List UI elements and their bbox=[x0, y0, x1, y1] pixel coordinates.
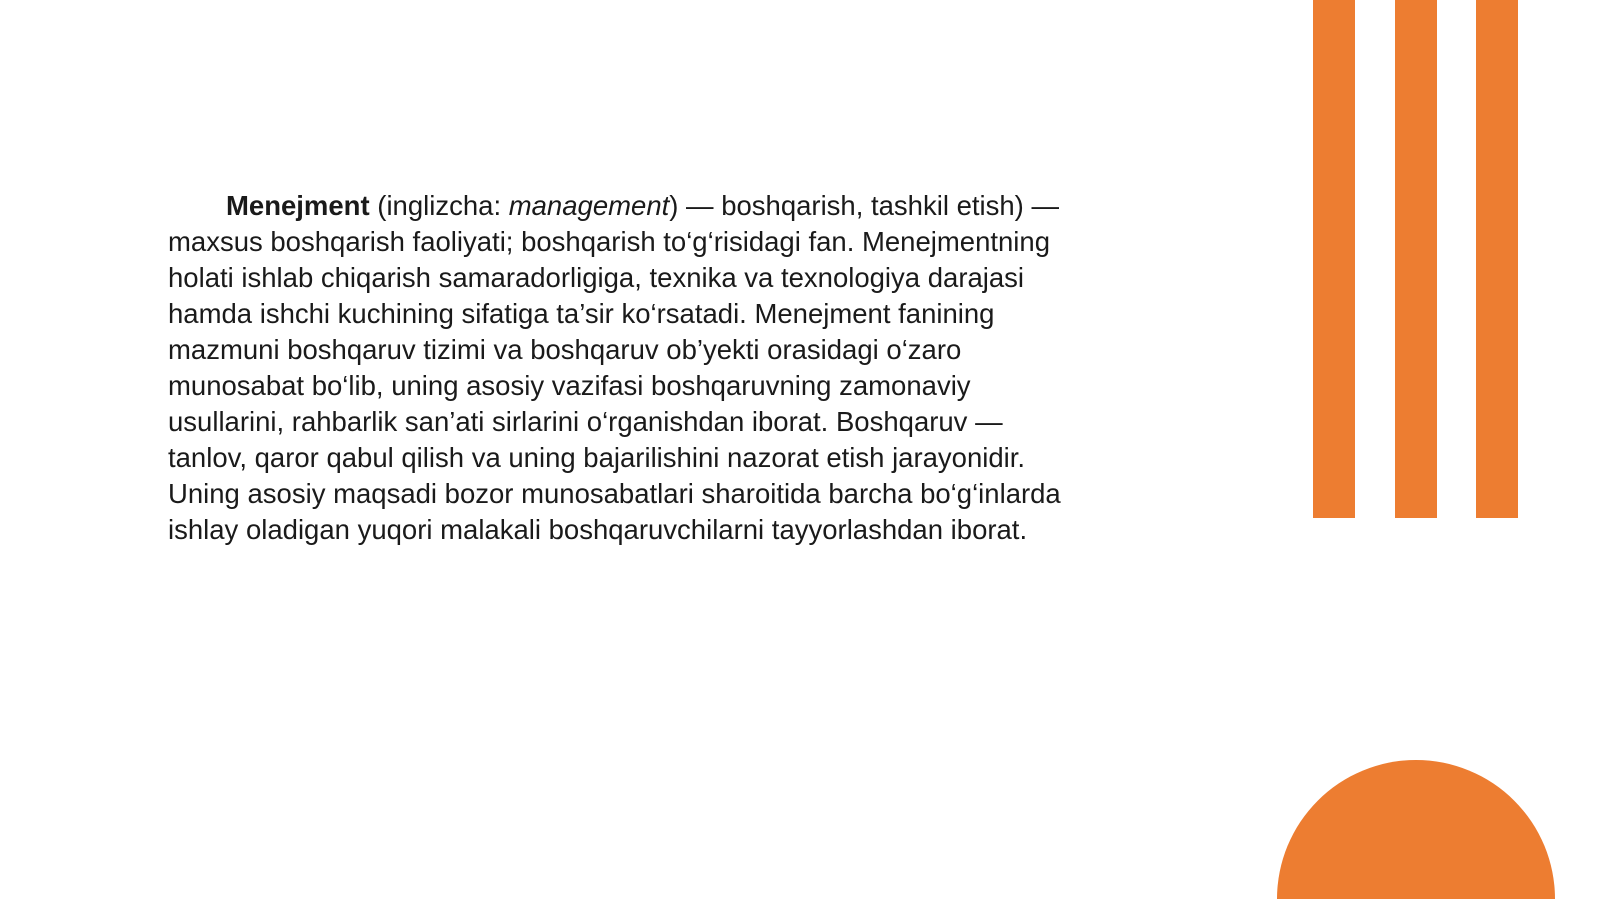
term-bold: Menejment bbox=[226, 190, 370, 221]
paren-open: (inglizcha: bbox=[369, 190, 509, 221]
decorative-stripe-1 bbox=[1313, 0, 1355, 518]
decorative-half-circle bbox=[1277, 760, 1555, 899]
definition-body: ) — boshqarish, tashkil etish) — maxsus boshqarish faoliyati; boshqarish to‘g‘risidagi fan. Menejmentning holati ishlab chiqarish samaradorligiga, texnika va texnologiya darajasi hamda ishchi kuchining sifatiga ta’sir ko‘rsatadi. Menejment fanining mazmuni boshqaruv tizimi va boshqaruv ob’yekti orasidagi o‘zaro munosabat bo‘lib, uning asosiy vazifasi boshqaruvning zamonaviy usullarini, rahbarlik san’ati sirlarini o‘rganishdan iborat. Boshqaruv — tanlov, qaror qabul qilish va uning bajarilishini nazorat etish jarayonidir. Uning asosiy maqsadi bozor munosabatlari sharoitida barcha bo‘g‘inlarda ishlay oladigan yuqori malakali boshqaruvchilarni tayyorlashdan iborat. bbox=[168, 190, 1061, 545]
term-original-italic: management bbox=[508, 190, 670, 221]
decorative-stripe-3 bbox=[1476, 0, 1518, 518]
definition-paragraph bbox=[168, 188, 1088, 548]
decorative-stripe-2 bbox=[1395, 0, 1437, 518]
